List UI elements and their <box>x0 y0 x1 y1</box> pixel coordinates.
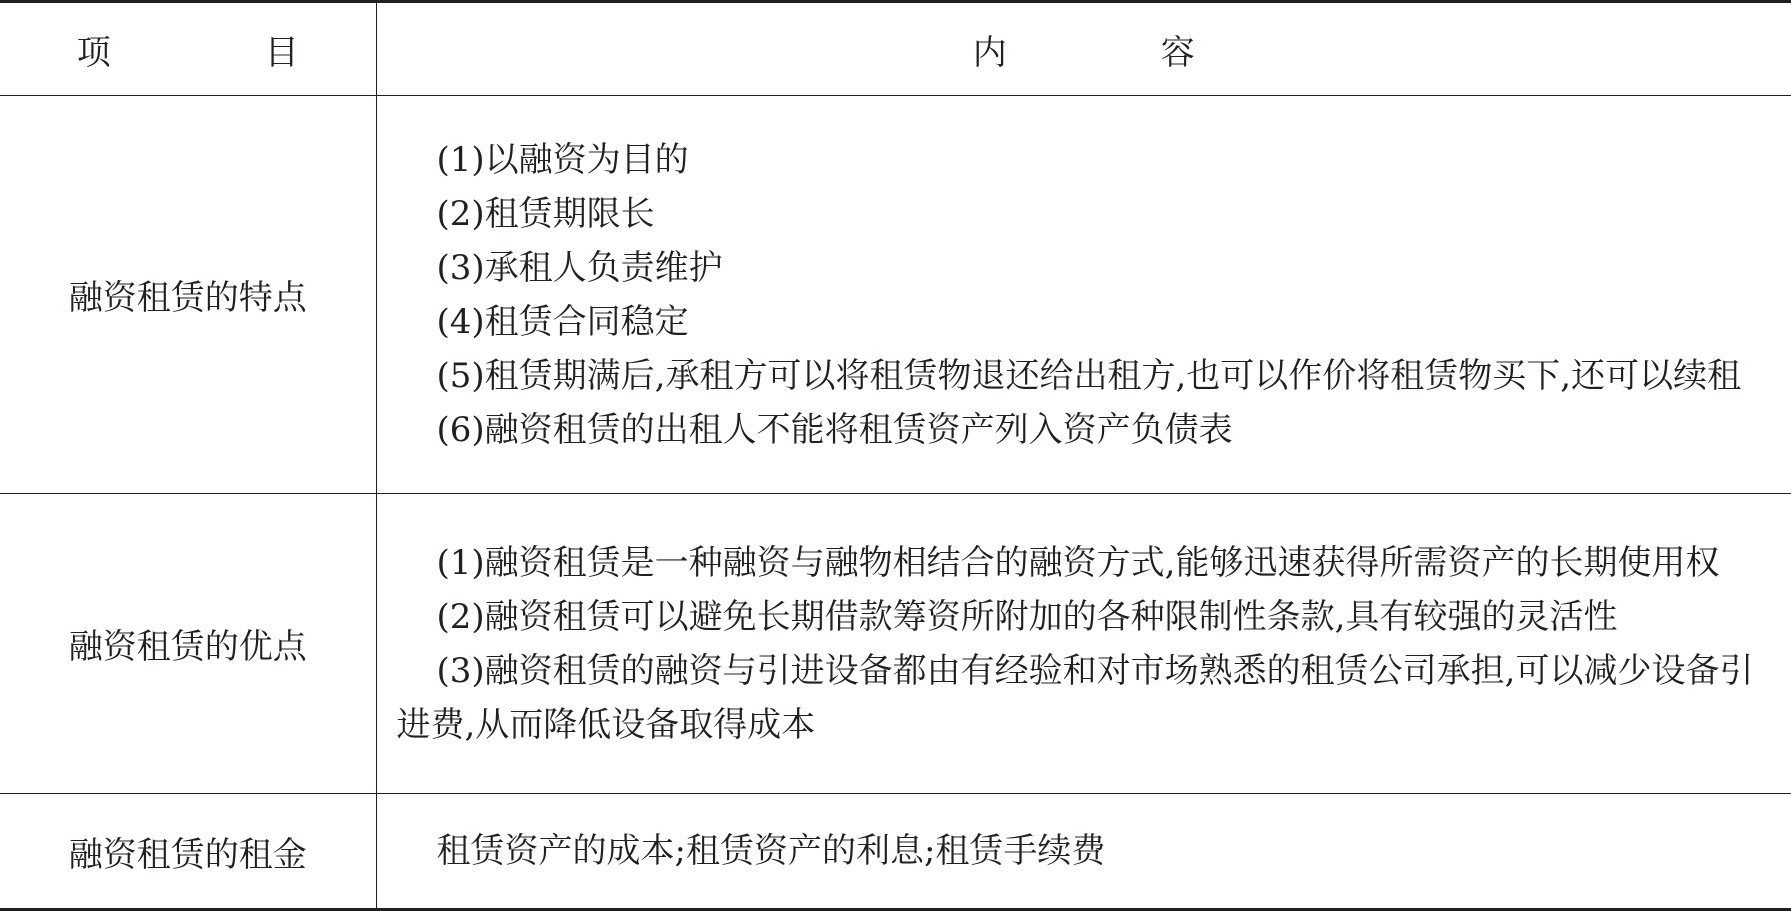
header-content: 内 容 <box>376 2 1791 96</box>
row-content-advantages <box>376 494 1791 794</box>
table-row-rent <box>0 794 1791 910</box>
content-line: (6)融资租赁的出租人不能将租赁资产列入资产负债表 <box>436 409 1233 450</box>
row-label-rent: 融资租赁的租金 <box>0 794 376 910</box>
row-content-rent <box>376 794 1791 910</box>
content-line: (1)以融资为目的 <box>436 139 689 180</box>
header-item: 项 目 <box>0 2 376 96</box>
content-line: (2)租赁期限长 <box>436 193 655 234</box>
row-label-advantages: 融资租赁的优点 <box>0 494 376 794</box>
table-row-features <box>0 96 1791 494</box>
content-line: (1)融资租赁是一种融资与融物相结合的融资方式,能够迅速获得所需资产的长期使用权 <box>436 542 1720 583</box>
content-line: (3)承租人负责维护 <box>436 247 723 288</box>
content-line: (4)租赁合同稳定 <box>436 301 689 342</box>
content-line: (5)租赁期满后,承租方可以将租赁物退还给出租方,也可以作价将租赁物买下,还可以续租 <box>436 355 1742 396</box>
table-row-advantages <box>0 494 1791 794</box>
header-row <box>0 2 1791 96</box>
content-line: (3)融资租赁的融资与引进设备都由有经验和对市场熟悉的租赁公司承担,可以减少设备引进费,从而降低设备取得成本 <box>396 650 1754 745</box>
row-label-features: 融资租赁的特点 <box>0 96 376 494</box>
content-line: 租赁资产的成本;租赁资产的利息;租赁手续费 <box>436 831 1106 871</box>
content-line: (2)融资租赁可以避免长期借款筹资所附加的各种限制性条款,具有较强的灵活性 <box>436 596 1618 637</box>
row-content-features <box>376 96 1791 494</box>
